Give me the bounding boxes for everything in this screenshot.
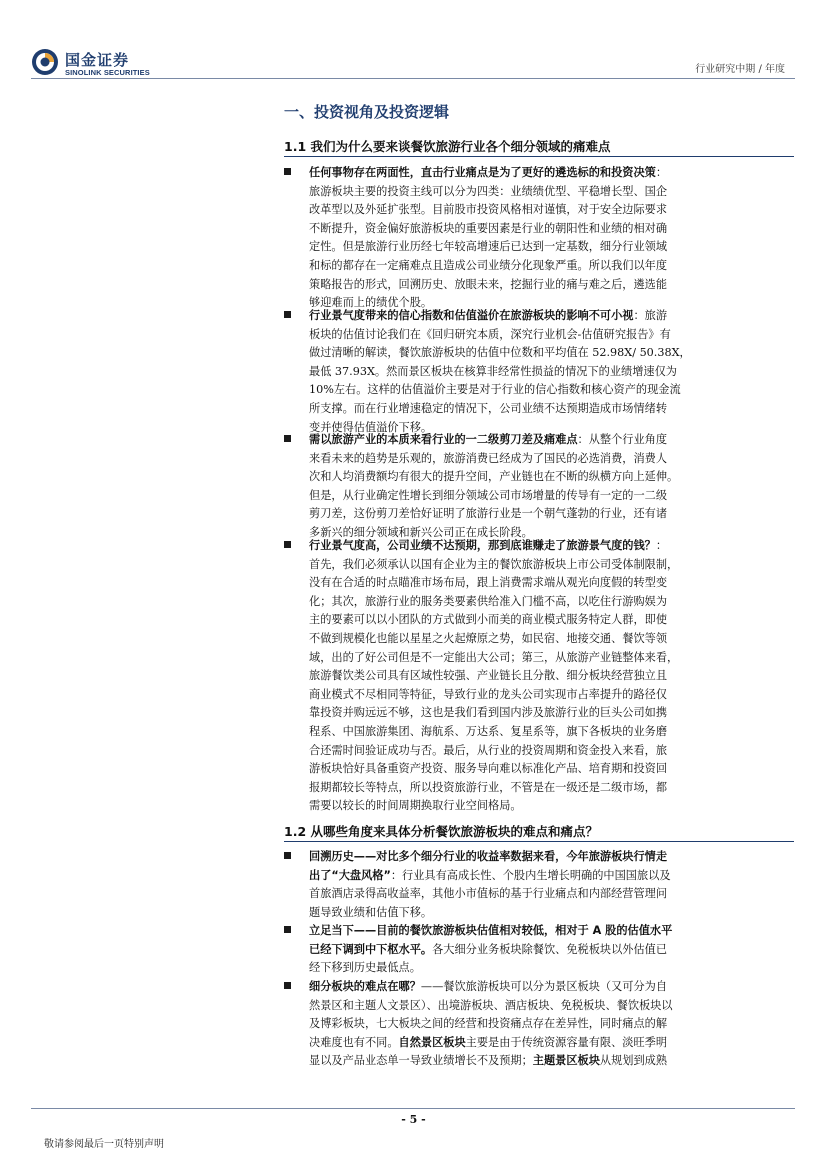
text-run: 所支撑。而在行业增速稳定的情况下，公司业绩不达预期造成市场情绪转: [309, 402, 668, 415]
text-run: 各大细分业务板块除餐饮、免税板块以外估值已: [432, 942, 668, 956]
text-run: 合还需时间验证成功与否。最后，从行业的投资周期和资金投入来看，旅: [309, 743, 668, 757]
text-run: 做过清晰的解读，餐饮旅游板块的估值中位数和平均值在 52.98X/ 50.38X，: [309, 346, 691, 360]
bold-text-run: 行业景气度高，公司业绩不达预期，那到底谁赚走了旅游景气度的钱？: [309, 539, 656, 552]
paragraph-line: [309, 922, 672, 941]
logo-text-cn: 国金证券: [65, 51, 130, 69]
text-run: ：旅游: [633, 309, 668, 322]
paragraph-line: [309, 997, 673, 1016]
text-run: 定性。但是旅游行业历经七年较高增速后已达到一定基数，细分行业领域: [309, 240, 668, 254]
text-run: 旅游餐饮类公司具有区域性较强、产业链长且分散、细分板块经营独立且: [309, 669, 668, 683]
bullet-paragraph: [284, 922, 792, 978]
bold-text-run: 出了“大盘风格”: [309, 868, 391, 882]
bullet-square-icon: [284, 168, 291, 175]
text-run: 需要以较长的时间周期换取行业空间格局。: [309, 799, 522, 813]
section-title: 一、投资视角及投资逻辑: [284, 103, 450, 121]
paragraph-line: [309, 537, 667, 556]
paragraph-line: [309, 742, 667, 761]
paragraph-line: [309, 611, 667, 630]
text-run: 报期都较长等特点，所以投资旅游行业，不管是在一级还是二级市场，都: [309, 780, 668, 794]
text-run: 首先，我们必须承认以国有企业为主的餐饮旅游板块上市公司受体制限制，: [309, 557, 679, 571]
header-divider: [31, 78, 795, 79]
paragraph-line: [309, 760, 667, 779]
text-run: 及博彩板块，七大板块之间的经营和投资痛点存在差异性，同时痛点的解: [309, 1017, 668, 1031]
paragraph-line: [309, 1052, 667, 1071]
paragraph-line: [309, 885, 667, 904]
paragraph-line: [309, 941, 667, 960]
paragraph-line: [309, 201, 667, 220]
page-number: - 5 -: [401, 1113, 426, 1126]
bold-text-run: 已经下调到中下枢水平。: [309, 942, 433, 956]
paragraph-line: [309, 779, 667, 798]
bullet-paragraph: [284, 978, 792, 1071]
bold-text-run: 自然景区板块: [398, 1035, 466, 1049]
paragraph-line: [309, 867, 671, 886]
paragraph-line: [309, 630, 667, 649]
bullet-paragraph: [284, 164, 792, 313]
bold-text-run: 回溯历史——对比多个细分行业的收益率数据来看，今年旅游板块行情走: [309, 850, 668, 863]
paragraph-line: [309, 1034, 667, 1053]
paragraph-line: [309, 797, 522, 816]
bullet-paragraph: [284, 431, 792, 543]
subsection-rule: [284, 841, 794, 842]
subsection-title-2: [284, 822, 794, 840]
bold-text-run: 行业景气度带来的信心指数和估值溢价在旅游板块的影响不可小视: [309, 309, 634, 322]
paragraph-line: [309, 450, 667, 469]
text-run: 板块的估值讨论我们在《回归研究本质，深究行业机会-估值研究报告》有: [309, 327, 671, 341]
paragraph-line: [309, 183, 667, 202]
text-run: 经下移到历史最低点。: [309, 961, 421, 975]
text-run: 商业模式不尽相同等特征，导致行业的龙头公司实现市占率提升的路径仅: [309, 687, 668, 701]
paragraph-line: [309, 276, 667, 295]
paragraph-line: [309, 164, 667, 183]
text-run: 首旅酒店录得高收益率，其他小市值标的基于行业痛点和内部经营管理问: [309, 887, 668, 901]
text-run: ：从整个行业角度: [577, 433, 668, 446]
bullet-paragraph: [284, 848, 792, 922]
paragraph-line: [309, 487, 667, 506]
paragraph-line: [309, 505, 667, 524]
text-run: 10%左右。这样的估值溢价主要是对于行业的信心指数和核心资产的现金流: [309, 383, 681, 397]
bullet-square-icon: [284, 435, 291, 442]
text-run: 主要是由于传统资源容量有限、淡旺季明: [465, 1035, 668, 1049]
bold-text-run: 主题景区板块: [532, 1054, 600, 1068]
bullet-square-icon: [284, 541, 291, 548]
bullet-square-icon: [284, 982, 291, 989]
text-run: 次和人均消费额均有很大的提升空间，产业链也在不断的纵横方向上延伸。: [309, 470, 679, 484]
text-run: 但是，从行业确定性增长到细分领域公司市场增量的传导有一定的一二级: [309, 488, 668, 502]
paragraph-line: [309, 344, 691, 363]
paragraph-line: [309, 686, 667, 705]
text-run: 够迎难而上的绩优个股。: [309, 296, 433, 310]
paragraph-line: [309, 431, 667, 450]
text-run: 旅游板块主要的投资主线可以分为四类：业绩绩优型、平稳增长型、国企: [309, 184, 668, 198]
paragraph-line: [309, 257, 667, 276]
subsection-title-1: [284, 137, 794, 155]
logo-text-en: SINOLINK SECURITIES: [65, 68, 150, 77]
text-run: ：: [655, 166, 668, 179]
bullet-square-icon: [284, 311, 291, 318]
paragraph-line: [309, 978, 667, 997]
paragraph-line: [309, 220, 667, 239]
paragraph-line: [309, 848, 667, 867]
text-run: 和标的都存在一定痛难点且造成公司业绩分化现象严重。所以我们以年度: [309, 259, 668, 272]
sinolink-logo-icon: [31, 48, 59, 76]
text-run: 游板块恰好具备重资产投资、服务导向难以标准化产品、培育期和投资回: [309, 762, 668, 776]
bullet-square-icon: [284, 926, 291, 933]
disclaimer-note: 敬请参阅最后一页特别声明: [44, 1139, 164, 1150]
text-run: ：: [655, 539, 668, 552]
bullet-paragraph: [284, 537, 792, 816]
company-logo: [31, 48, 161, 78]
paragraph-line: [309, 959, 421, 978]
bullet-paragraph: [284, 307, 792, 437]
text-run: 题导致业绩和估值下移。: [309, 905, 433, 919]
bold-text-run: 需以旅游产业的本质来看行业的一二级剪刀差及痛难点: [309, 433, 578, 446]
bullet-square-icon: [284, 852, 291, 859]
paragraph-line: [309, 904, 432, 923]
footer-divider: [31, 1108, 795, 1109]
paragraph-line: [309, 468, 678, 487]
paragraph-line: [309, 381, 681, 400]
text-run: 化；其次，旅游行业的服务类要素供给准入门槛不高，以吃住行游购娱为: [309, 594, 668, 608]
paragraph-line: [309, 593, 667, 612]
text-run: ——餐饮旅游板块可以分为景区板块（又可分为自: [420, 980, 668, 993]
text-run: ：行业具有高成长性、个股内生增长明确的中国国旅以及: [390, 868, 671, 882]
paragraph-line: [309, 723, 667, 742]
report-type: 行业研究中期 / 年度: [695, 64, 785, 75]
text-run: 程系、中国旅游集团、海航系、万达系、复星系等，旗下各板块的业务磨: [309, 725, 668, 738]
subsection-title-text: 1.2 从哪些角度来具体分析餐饮旅游板块的难点和痛点？: [284, 824, 598, 839]
paragraph-line: [309, 704, 667, 723]
paragraph-line: [309, 574, 667, 593]
paragraph-line: [309, 667, 667, 686]
text-run: 来看未来的趋势是乐观的，旅游消费已经成为了国民的必选消费，消费人: [309, 451, 668, 465]
paragraph-line: [309, 307, 667, 326]
subsection-rule: [284, 156, 794, 157]
text-run: 改革型以及外延扩张型。目前股市投资风格相对谨慎，对于安全边际要求: [309, 203, 668, 217]
paragraph-line: [309, 649, 678, 668]
text-run: 域，出的了好公司但是不一定能出大公司；第三，从旅游产业链整体来看，: [309, 650, 679, 664]
text-run: 不做到规模化也能以星星之火起燎原之势，如民宿、地接交通、餐饮等领: [309, 632, 668, 645]
bold-text-run: 任何事物存在两面性，直击行业痛点是为了更好的遴选标的和投资决策: [309, 166, 656, 179]
paragraph-line: [309, 326, 671, 345]
text-run: 然景区和主题人文景区）、出境游板块、酒店板块、免税板块、餐饮板块以: [309, 998, 673, 1012]
text-run: 主的要素可以以小团队的方式做到小而美的商业模式服务特定人群，即使: [309, 613, 668, 627]
subsection-title-text: 1.1 我们为什么要来谈餐饮旅游行业各个细分领域的痛难点: [284, 139, 611, 154]
text-run: 剪刀差，这份剪刀差恰好证明了旅游行业是一个朝气蓬勃的行业，还有诸: [309, 507, 668, 521]
text-run: 显以及产品业态单一导致业绩增长不及预期；: [309, 1054, 533, 1068]
text-run: 决难度也有不同。: [309, 1035, 399, 1049]
text-run: 不断提升，资金偏好旅游板块的重要因素是行业的朝阳性和业绩的相对确: [309, 221, 668, 235]
text-run: 策略报告的形式，回溯历史、放眼未来，挖掘行业的痛与难之后，遴选能: [309, 277, 668, 291]
paragraph-line: [309, 1015, 667, 1034]
text-run: 靠投资并购远远不够，这也是我们看到国内涉及旅游行业的巨头公司如携: [309, 706, 668, 720]
text-run: 从规划到成熟: [599, 1054, 668, 1068]
bold-text-run: 细分板块的难点在哪？: [309, 980, 421, 993]
text-run: 多新兴的细分领域和新兴公司正在成长阶段。: [309, 526, 533, 539]
paragraph-line: [309, 363, 677, 382]
bold-text-run: 立足当下——目前的餐饮旅游板块估值相对较低，相对于 A 股的估值水平: [309, 924, 673, 937]
text-run: 最低 37.93X。然而景区板块在核算非经常性损益的情况下的业绩增速仅为: [309, 364, 677, 378]
paragraph-line: [309, 238, 667, 257]
paragraph-line: [309, 556, 678, 575]
text-run: 变并使得估值溢价下移。: [309, 420, 433, 434]
text-run: 没有在合适的时点瞄准市场布局，跟上消费需求端从观光向度假的转型变: [309, 576, 668, 590]
paragraph-line: [309, 400, 667, 419]
